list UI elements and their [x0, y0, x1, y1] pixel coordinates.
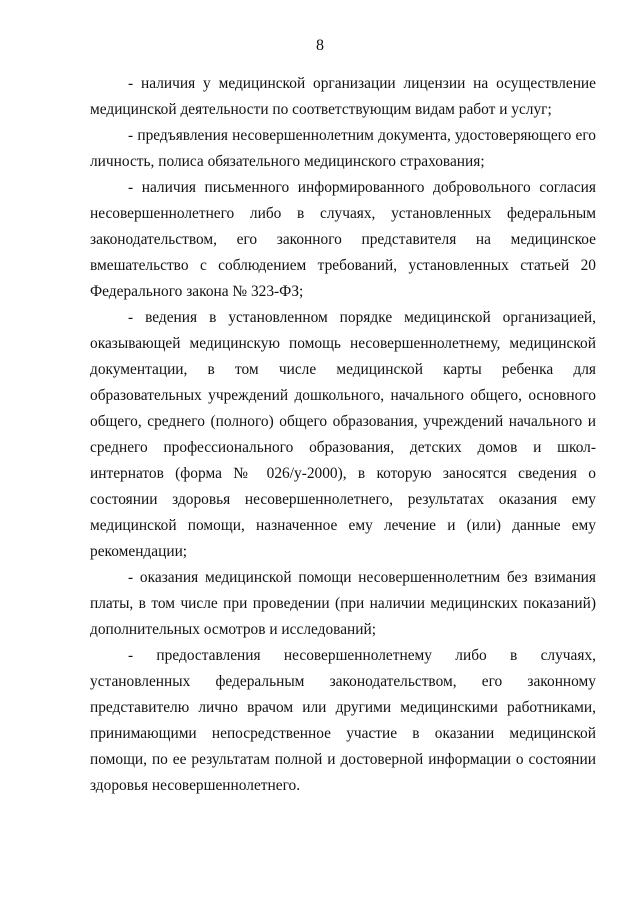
document-body	[90, 71, 596, 799]
paragraph-license: - наличия у медицинской организации лицензии на осуществление медицинской деятельности по соответствующим видам работ и услуг;	[90, 75, 596, 118]
paragraph-informed-consent: - наличия письменного информированного добровольного согласия несовершеннолетнего либо в случаях, установленных федеральным законодательством, его законного представителя на медицинское вмешательство с соблюдением требований, установленных статьей 20 Федерального закона № 323-ФЗ;	[90, 179, 596, 300]
paragraph-medical-records: - ведения в установленном порядке медицинской организацией, оказывающей медицинскую помощь несовершеннолетнему, медицинской документации, в том числе медицинской карты ребенка для образовательных учреждений дошкольного, начального общего, основного общего, среднего (полного) общего образования, учреждений начального и среднего профессионального образования, детских домов и школ-интернатов (форма № 026/у-2000), в которую заносятся сведения о состоянии здоровья несовершеннолетнего, результатах оказания ему медицинской помощи, назначенное ему лечение и (или) данные ему рекомендации;	[90, 309, 596, 560]
paragraph-identity-document: - предъявления несовершеннолетним документа, удостоверяющего его личность, полиса обязательного медицинского страхования;	[90, 127, 596, 170]
paragraph-free-care: - оказания медицинской помощи несовершеннолетним без взимания платы, в том числе при проведении (при наличии медицинских показаний) дополнительных осмотров и исследований;	[90, 569, 596, 638]
page-number: 8	[316, 37, 324, 54]
paragraph-health-information: - предоставления несовершеннолетнему либо в случаях, установленных федеральным законодательством, его законному представителю лично врачом или другими медицинскими работниками, принимающими непосредственное участие в оказании медицинской помощи, по ее результатам полной и достоверной информации о состоянии здоровья несовершеннолетнего.	[90, 647, 596, 794]
